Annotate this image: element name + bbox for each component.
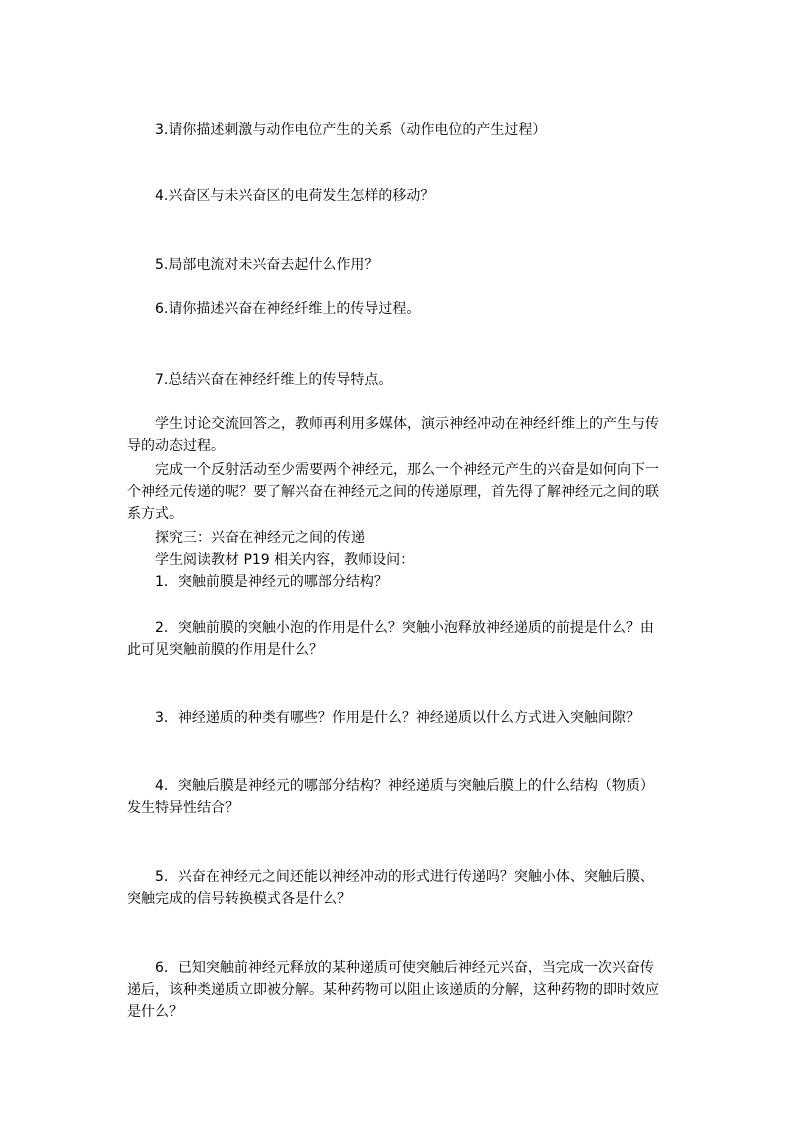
sub-question-1: 1．突触前膜是神经元的哪部分结构？ [155,574,388,590]
paragraph-reading: 学生阅读教材 P19 相关内容，教师设问： [155,552,415,568]
question-3: 3.请你描述刺激与动作电位产生的关系（动作电位的产生过程） [155,122,547,138]
question-6: 6.请你描述兴奋在神经纤维上的传导过程。 [155,301,421,317]
section-heading-inquiry-3: 探究三：兴奋在神经元之间的传递 [155,530,365,546]
sub-question-2: 2．突触前膜的突触小泡的作用是什么？突触小泡释放神经递质的前提是什么？由此可见突触前膜的作用是什么？ [127,620,654,658]
sub-question-4: 4．突触后膜是神经元的哪部分结构？神经递质与突触后膜上的什么结构（物质）发生特异性结合？ [127,778,654,816]
paragraph-discussion: 学生讨论交流回答之，教师再利用多媒体，演示神经冲动在神经纤维上的产生与传导的动态过程。 [127,416,659,454]
question-7: 7.总结兴奋在神经纤维上的传导特点。 [155,372,393,388]
paragraph-reflex: 完成一个反射活动至少需要两个神经元，那么一个神经元产生的兴奋是如何向下一个神经元传递的呢？要了解兴奋在神经元之间的传递原理，首先得了解神经元之间的联系方式。 [127,462,659,522]
sub-question-3: 3．神经递质的种类有哪些？作用是什么？神经递质以什么方式进入突触间隙？ [155,710,640,726]
sub-question-6: 6．已知突触前神经元释放的某种递质可使突触后神经元兴奋，当完成一次兴奋传递后，该种类递质立即被分解。某种药物可以阻止该递质的分解，这种药物的即时效应是什么？ [127,960,659,1020]
question-4: 4.兴奋区与未兴奋区的电荷发生怎样的移动？ [155,188,435,204]
sub-question-5: 5．兴奋在神经元之间还能以神经冲动的形式进行传递吗？突触小体、突触后膜、突触完成的信号转换模式各是什么？ [127,869,654,907]
question-5: 5.局部电流对未兴奋去起什么作用？ [155,257,379,273]
